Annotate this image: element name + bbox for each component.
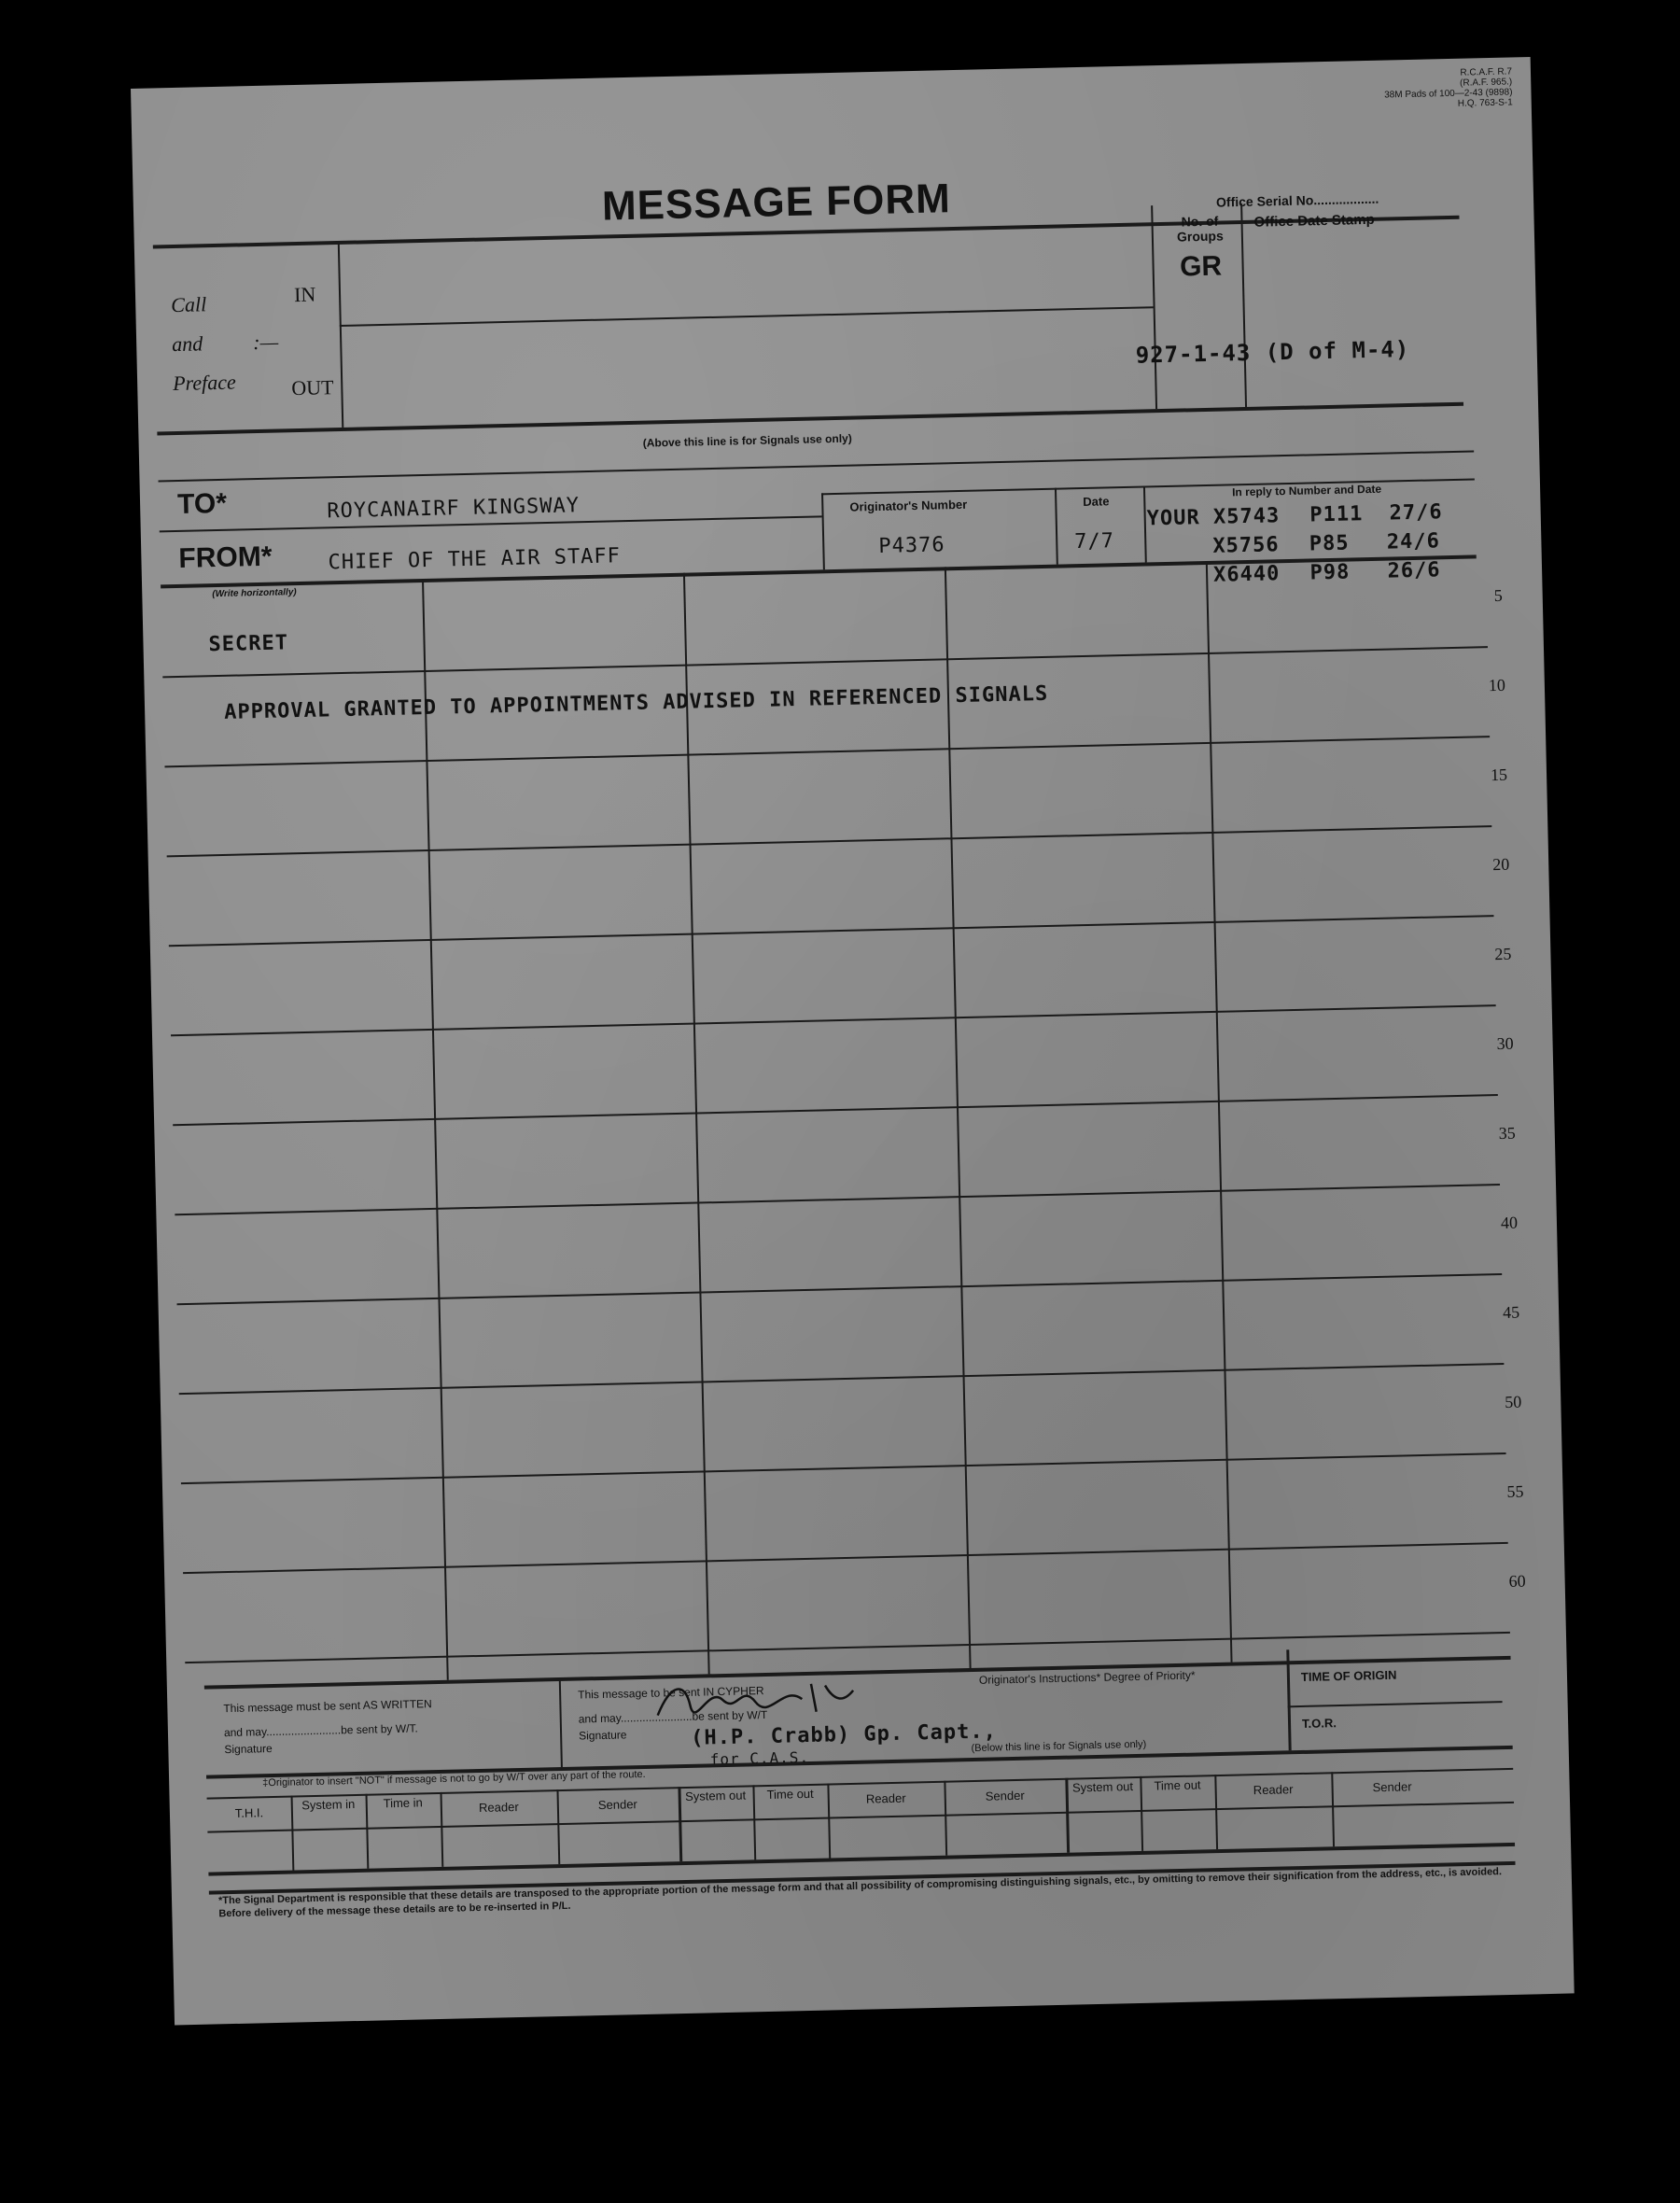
line-number: 35 [1498,1123,1516,1144]
line-number: 20 [1492,854,1510,875]
originator-instructions-label: Originator's Instructions* Degree of Priority* [978,1668,1196,1687]
reply-ref-number: X5756 [1212,533,1280,558]
grid-col-1 [422,579,449,1680]
reply-ref-date: 27/6 [1389,500,1443,526]
line-number: 40 [1500,1213,1519,1233]
colon-dash: :— [252,330,279,355]
grid-row [167,825,1492,857]
reference-code: 927-1-43 (D of M-4) [1135,335,1410,369]
grid-row [162,646,1488,678]
grid-row [181,1452,1506,1484]
line-number: 45 [1502,1302,1520,1322]
grid-row [179,1363,1505,1395]
line-number: 10 [1488,675,1506,695]
cypher-signature-label: Signature [578,1728,627,1743]
reply-ref-p: P98 [1309,560,1351,585]
reply-ref-row [1148,555,1445,591]
reply-ref-date: 24/6 [1386,529,1441,554]
line-number: 50 [1505,1392,1522,1411]
line-number: 15 [1490,765,1508,785]
from-value: CHIEF OF THE AIR STAFF [328,544,622,575]
below-signals-note: (Below this line is for Signals use only) [971,1738,1147,1755]
originator-number-label: Originator's Number [849,497,968,514]
form-code-line: 38M Pads of 100—2-43 (9898) [1384,87,1513,101]
as-written-line: This message must be sent AS WRITTEN [223,1697,432,1716]
signals-col-header: Reader [865,1790,906,1806]
signals-col-header: Reader [478,1800,519,1816]
from-label: FROM* [178,540,273,574]
call-label: Call [170,292,207,317]
form-title: MESSAGE FORM [601,175,952,230]
signals-col-header: Sender [597,1797,637,1813]
handwritten-signature [652,1674,859,1725]
in-reply-label: In reply to Number and Date [1231,482,1382,499]
message-security-marking: SECRET [208,631,289,657]
message-form-sheet [131,57,1575,2025]
header-divider [338,241,344,428]
and-label: and [171,331,203,357]
signals-col-header: Sender [985,1788,1025,1803]
originator-number-value: P4376 [878,533,945,558]
tor-rule [1288,1701,1503,1707]
cypher-line: This message to be sent IN CYPHER [577,1684,764,1702]
date-value: 7/7 [1073,529,1115,554]
form-code-block [1288,66,1513,112]
to-value: ROYCANAIRF KINGSWAY [327,494,581,524]
form-code-line: H.Q. 763-S-1 [1457,97,1513,109]
line-number: 25 [1494,944,1512,964]
grid-row [185,1632,1510,1663]
as-written-signature-label: Signature [224,1742,273,1757]
in-out-rule [340,306,1154,327]
tor-label: T.O.R. [1301,1716,1337,1731]
signal-department-note: *The Signal Department is responsible that these details are transposed to the appropriate portion of the message form and that all possibility of compromising distinguishing signals, etc., by omitting to remove their signification from the address, etc., is avoided. Before delivery of the message these details are to be re-inserted in P/L. [217,1866,1503,1920]
signals-col-header: System in [301,1797,356,1813]
form-code-line: (R.A.F. 965.) [1459,77,1513,89]
date-label: Date [1083,494,1110,509]
reply-your: YOUR [1146,506,1200,531]
originator-divider [821,493,825,569]
line-number: 60 [1508,1571,1526,1591]
reply-ref-p: P111 [1309,502,1364,527]
office-serial-label: Office Serial No.................. [1215,190,1379,210]
date-divider [1055,488,1058,565]
in-label: IN [293,282,316,307]
signals-col-header: System out [1071,1779,1134,1795]
grid-col-3 [945,567,972,1668]
office-date-stamp-label: Office Date Stamp [1253,211,1375,231]
line-number: 5 [1493,585,1503,605]
signer-title: for C.A.S. [709,1747,810,1769]
footer-divider-2 [1286,1649,1291,1750]
grid-row [173,1094,1498,1126]
signer-name: (H.P. Crabb) Gp. Capt., [690,1719,998,1750]
line-number: 30 [1496,1033,1514,1054]
reply-ref-number: X5743 [1212,504,1281,529]
cypher-wt-line: and may.......................be sent by W/T [578,1707,768,1726]
message-body-line: APPROVAL GRANTED TO APPOINTMENTS ADVISED IN REFERENCED SIGNALS [223,681,1049,724]
reply-ref-p: P85 [1309,531,1350,556]
form-code-line: R.C.A.F. R.7 [1460,66,1513,78]
reply-references [1146,498,1444,591]
grid-row [169,915,1494,947]
grid-row [177,1273,1503,1305]
grid-col-2 [683,573,710,1675]
signals-col-header: T.H.I. [234,1805,264,1820]
to-top-rule [159,450,1475,482]
groups-label-line1: No. of [1181,213,1219,230]
signals-col-header: Time out [1154,1777,1201,1793]
groups-value: GR [1179,250,1223,283]
header-bottom-rule [157,402,1463,436]
grid-col-4 [1206,561,1233,1663]
signals-col-header: Time in [383,1795,423,1811]
signals-col-header: Reader [1253,1782,1294,1798]
grid-row [171,1004,1496,1036]
out-label: OUT [291,375,334,400]
line-number: 55 [1506,1481,1524,1501]
signals-col-header: Sender [1372,1779,1412,1795]
signals-col-header: System out [684,1788,747,1803]
grid-row [175,1184,1500,1215]
grid-row [164,736,1490,767]
groups-label-line2: Groups [1176,228,1224,245]
originator-not-note: ‡Originator to insert "NOT" if message is not to go by W/T over any part of the route. [262,1768,646,1789]
footer-divider-1 [559,1677,563,1767]
to-label: TO* [176,487,228,520]
signals-col-header: Time out [766,1786,814,1803]
reply-ref-date: 26/6 [1387,558,1441,583]
grid-row [183,1542,1508,1574]
signals-note-top: (Above this line is for Signals use only) [642,431,852,450]
groups-divider-right [1240,203,1247,407]
time-of-origin-label: TIME OF ORIGIN [1300,1667,1397,1684]
reply-ref-number: X6440 [1212,562,1281,587]
groups-label [1160,213,1239,245]
write-horizontally-note: (Write horizontally) [212,587,297,600]
as-written-wt-line: and may........................be sent by W/T. [223,1721,418,1740]
preface-label: Preface [172,370,237,396]
